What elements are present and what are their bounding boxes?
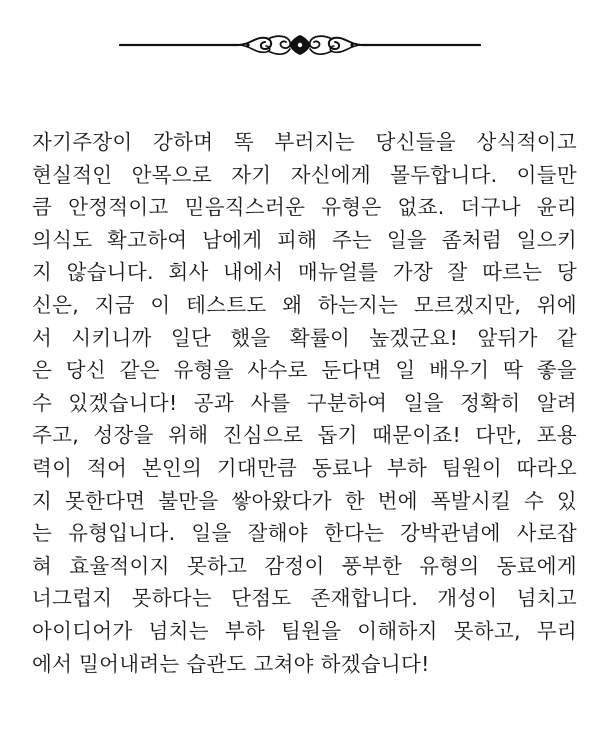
paragraph-line: 너그럽지 못하다는 단점도 존재합니다. 개성이 넘치고 <box>32 586 577 611</box>
paragraph-line: 현실적인 안목으로 자기 자신에게 몰두합니다. 이들만 <box>32 162 577 187</box>
paragraph-line: 서 시키니까 일단 했을 확률이 높겠군요! 앞뒤가 같 <box>32 325 577 350</box>
paragraph-line: 에서 밀어내려는 습관도 고쳐야 하겠습니다! <box>32 651 430 676</box>
paragraph-line: 아이디어가 넘치는 부하 팀원을 이해하지 못하고, 무리 <box>32 618 577 643</box>
paragraph-line: 지 못한다면 불만을 쌓아왔다가 한 번에 폭발시킬 수 있 <box>32 488 577 513</box>
paragraph-line: 자기주장이 강하며 똑 부러지는 당신들을 상식적이고 <box>32 130 577 154</box>
paragraph-line: 의식도 확고하여 남에게 피해 주는 일을 좀처럼 일으키 <box>32 227 577 252</box>
paragraph-line: 는 유형입니다. 일을 잘해야 한다는 강박관념에 사로잡 <box>32 521 577 546</box>
decorative-divider <box>118 30 482 60</box>
paragraph-line: 신은, 지금 이 테스트도 왜 하는지는 모르겠지만, 위에 <box>32 292 577 317</box>
paragraph-line: 지 않습니다. 회사 내에서 매뉴얼를 가장 잘 따르는 당 <box>32 260 577 285</box>
paragraph-line: 력이 적어 본인의 기대만큼 동료나 부하 팀원이 따라오 <box>32 455 577 480</box>
paragraph-line: 혀 효율적이지 못하고 감정이 풍부한 유형의 동료에게 <box>32 553 577 578</box>
description-paragraph <box>32 126 577 680</box>
paragraph-line: 주고, 성장을 위해 진심으로 돕기 때문이죠! 다만, 포용 <box>32 423 577 448</box>
paragraph-line: 수 있겠습니다! 공과 사를 구분하여 일을 정확히 알려 <box>32 390 577 415</box>
paragraph-line: 큼 안정적이고 믿음직스러운 유형은 없죠. 더구나 윤리 <box>32 195 577 220</box>
paragraph-line: 은 당신 같은 유형을 사수로 둔다면 일 배우기 딱 좋을 <box>32 358 577 383</box>
decorative-divider-icon <box>118 30 482 60</box>
